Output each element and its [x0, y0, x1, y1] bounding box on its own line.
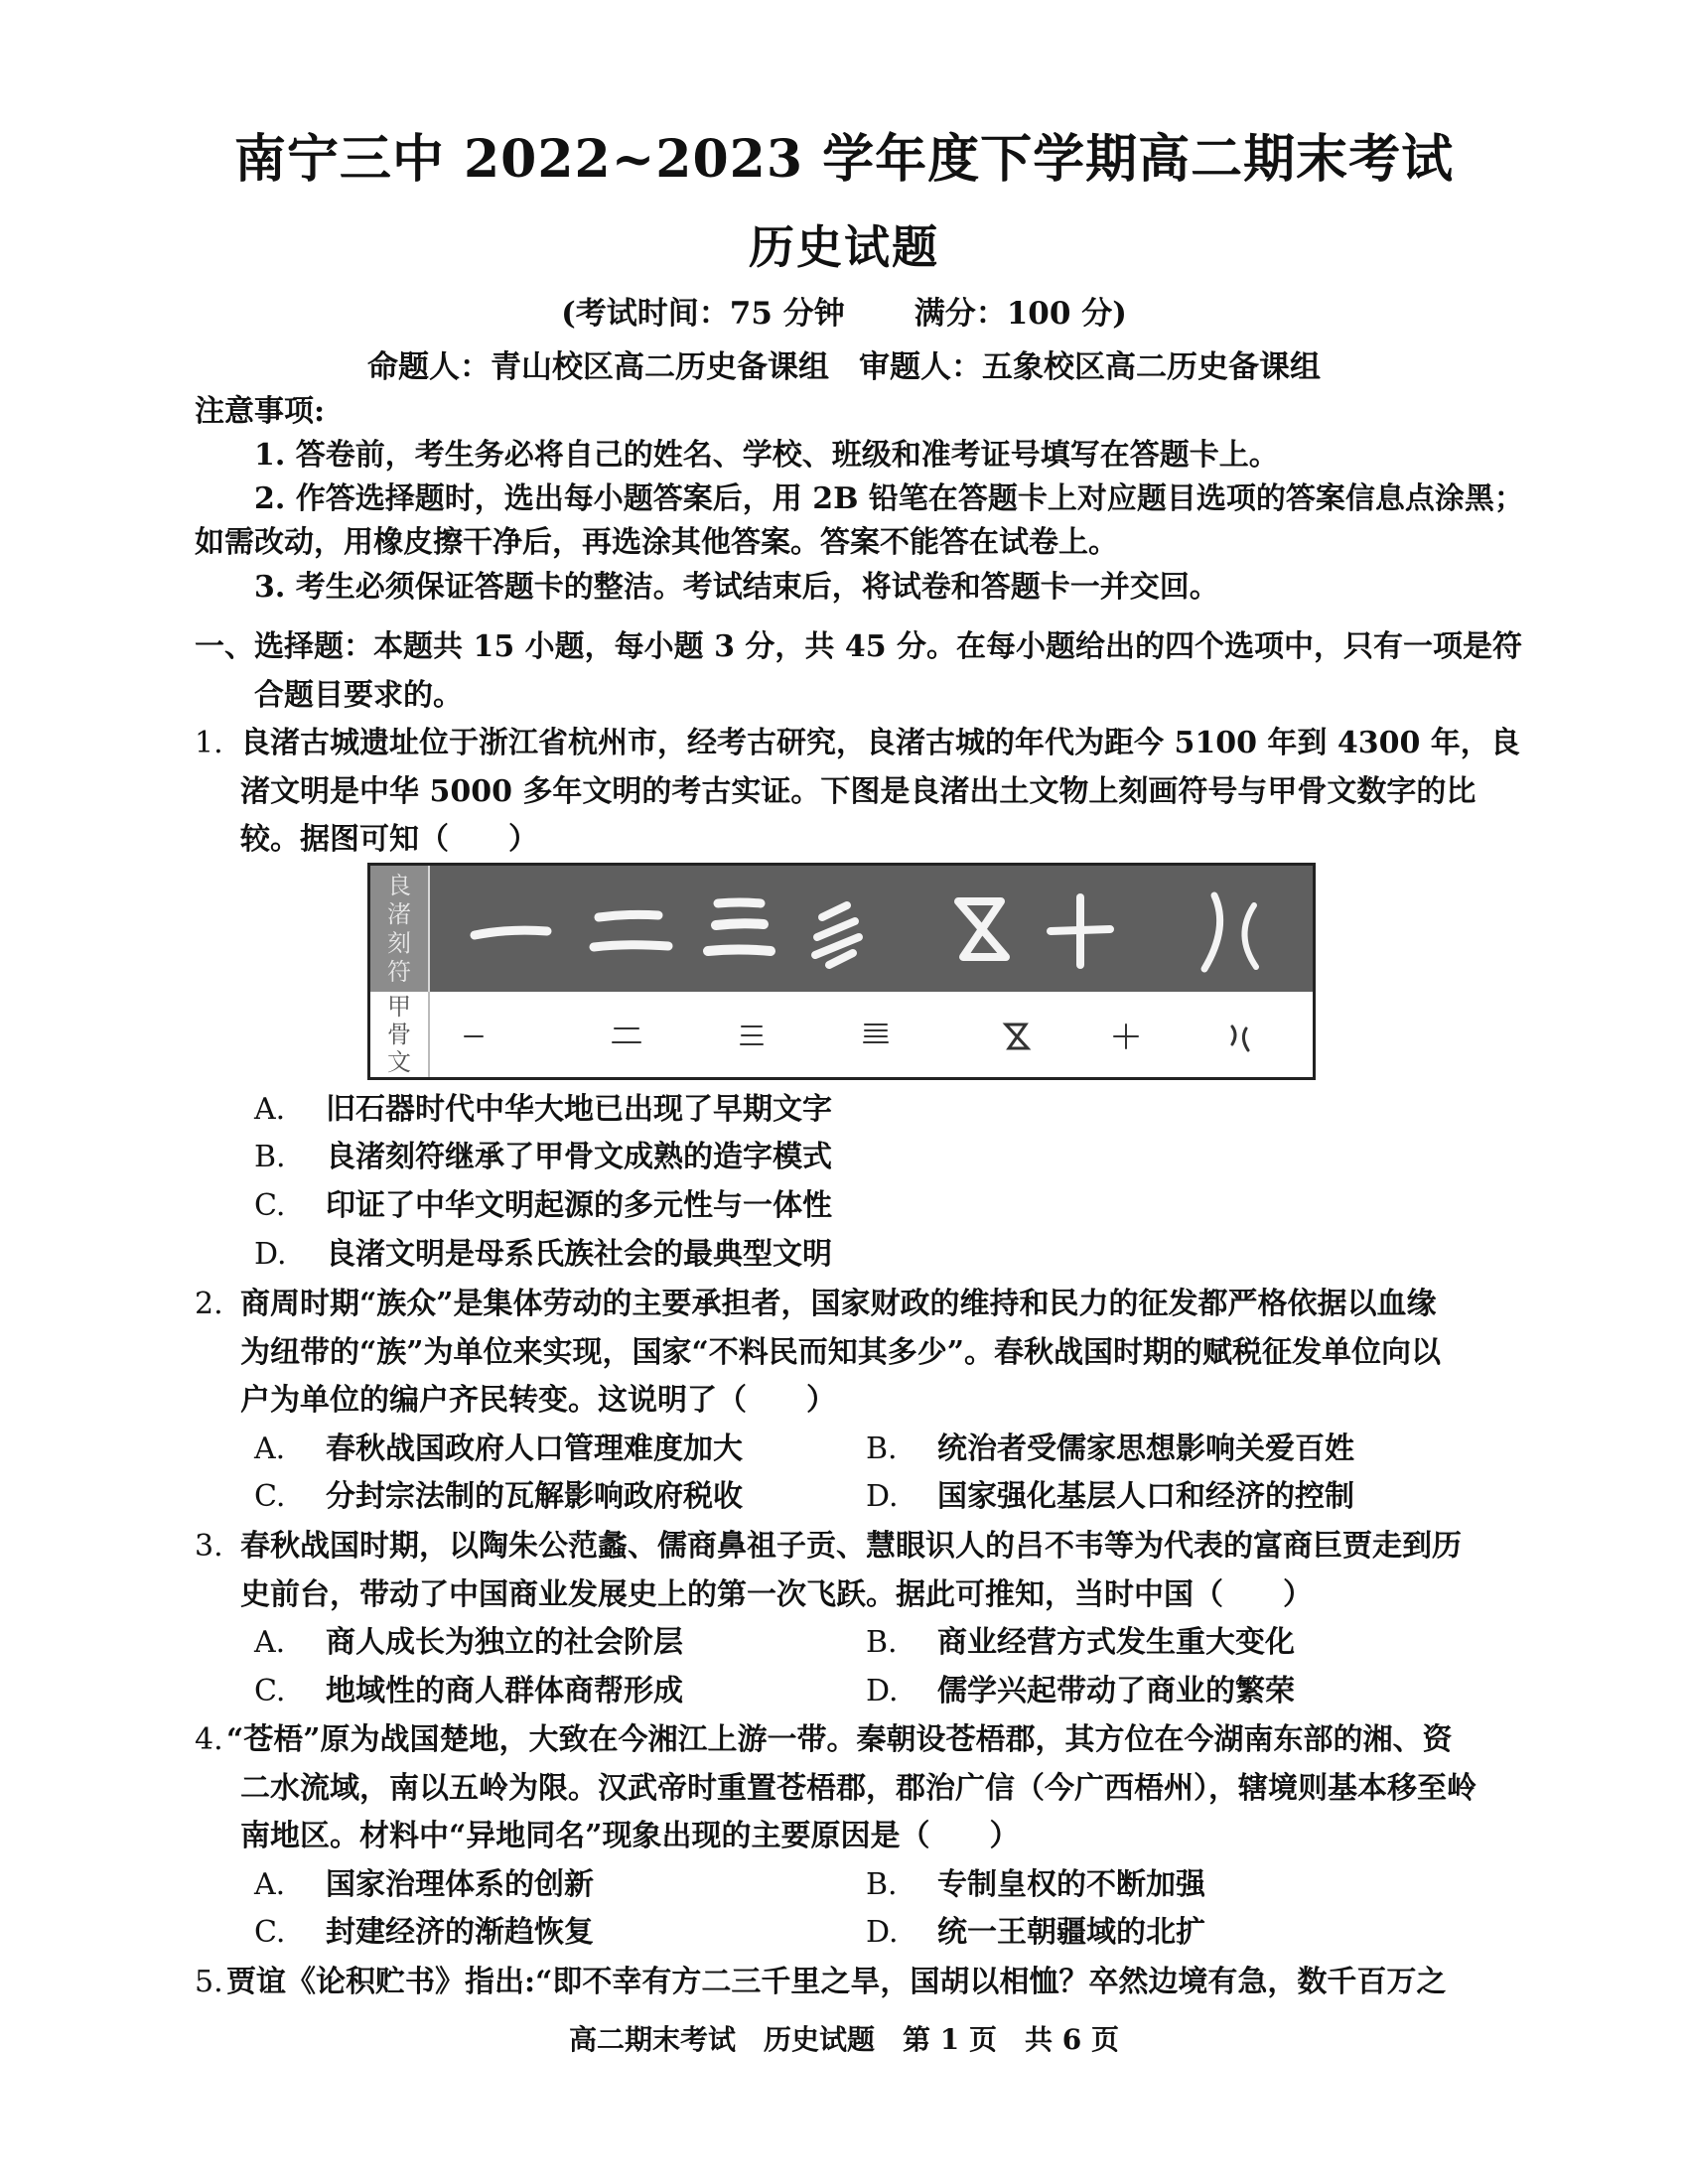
option-d[interactable]: D. 儒学兴起带动了商业的繁荣	[866, 1674, 1295, 1708]
option-a[interactable]: A. 旧石器时代中华大地已出现了早期文字	[254, 1092, 832, 1127]
note-item: 2. 作答选择题时，选出每小题答案后，用 2B 铅笔在答题卡上对应题目选项的答案信息点涂黑；	[254, 481, 1524, 516]
liangzhu-symbol-three	[708, 902, 771, 951]
question-text: 较。据图可知（ ）	[240, 822, 538, 857]
question-number: 3.	[195, 1529, 223, 1564]
question-number: 1.	[195, 726, 223, 760]
oracle-symbol-three	[741, 1026, 763, 1044]
option-b[interactable]: B. 专制皇权的不断加强	[866, 1867, 1205, 1902]
note-item: 如需改动，用橡皮擦干净后，再选涂其他答案。答案不能答在试卷上。	[195, 525, 1118, 560]
page-title: 南宁三中 2022~2023 学年度下学期高二期末考试	[233, 129, 1455, 190]
note-item: 1. 答卷前，考生务必将自己的姓名、学校、班级和准考证号填写在答题卡上。	[254, 438, 1279, 473]
question-text: 良渚古城遗址位于浙江省杭州市，经考古研究，良渚古城的年代为距今 5100 年到 4300 年，良	[240, 726, 1520, 760]
page-footer: 高二期末考试 历史试题 第 1 页 共 6 页	[569, 2023, 1119, 2056]
question-number: 4.	[195, 1722, 223, 1757]
option-d[interactable]: D. 统一王朝疆域的北扩	[866, 1915, 1205, 1950]
full-score: 满分：100 分)	[914, 296, 1127, 332]
liangzhu-symbol-two	[594, 914, 668, 947]
label-char: 骨	[387, 1021, 411, 1048]
option-b[interactable]: B. 商业经营方式发生重大变化	[866, 1625, 1295, 1660]
label-char: 甲	[387, 993, 411, 1021]
label-char: 刻	[387, 929, 411, 957]
question-text: 贾谊《论积贮书》指出:“即不幸有方二三千里之旱，国胡以相恤？卒然边境有急，数千百万之	[226, 1965, 1447, 1999]
option-a[interactable]: A. 春秋战国政府人口管理难度加大	[254, 1432, 743, 1466]
oracle-symbol-seven	[1232, 1026, 1248, 1050]
option-a[interactable]: A. 国家治理体系的创新	[254, 1867, 594, 1902]
option-c[interactable]: C. 分封宗法制的瓦解影响政府税收	[254, 1479, 743, 1514]
option-d[interactable]: D. 良渚文明是母系氏族社会的最典型文明	[254, 1237, 832, 1272]
oracle-symbol-four	[864, 1024, 888, 1042]
symbol-marks	[370, 866, 1313, 1077]
oracle-symbol-two	[613, 1028, 640, 1042]
question-text: 史前台，带动了中国商业发展史上的第一次飞跃。据此可推知，当时中国（ ）	[240, 1577, 1313, 1612]
section-heading: 一、选择题：本题共 15 小题，每小题 3 分，共 45 分。在每小题给出的四个选项中，只有一项是符	[195, 629, 1523, 664]
question-text: “苍梧”原为战国楚地，大致在今湘江上游一带。秦朝设苍梧郡，其方位在今湖南东部的湘、资	[226, 1722, 1453, 1757]
option-c[interactable]: C. 地域性的商人群体商帮形成	[254, 1674, 683, 1708]
label-char: 文	[387, 1048, 411, 1076]
option-a[interactable]: A. 商人成长为独立的社会阶层	[254, 1625, 683, 1660]
label-char: 渚	[387, 900, 411, 928]
question-text: 春秋战国时期，以陶朱公范蠡、儒商鼻祖子贡、慧眼识人的吕不韦等为代表的富商巨贾走到历	[240, 1529, 1462, 1564]
label-char: 符	[387, 958, 411, 986]
page-subtitle: 历史试题	[749, 220, 939, 274]
oracle-symbol-six	[1114, 1024, 1138, 1048]
question-number: 5.	[195, 1965, 223, 1999]
question-text: 南地区。材料中“异地同名”现象出现的主要原因是（ ）	[240, 1819, 1020, 1853]
option-c[interactable]: C. 印证了中华文明起源的多元性与一体性	[254, 1188, 832, 1223]
setter: 命题人：青山校区高二历史备课组	[367, 349, 829, 385]
option-d[interactable]: D. 国家强化基层人口和经济的控制	[866, 1479, 1354, 1514]
question-text: 为纽带的“族”为单位来实现，国家“不料民而知其多少”。春秋战国时期的赋税征发单位向以	[240, 1335, 1442, 1370]
section-heading-cont: 合题目要求的。	[254, 678, 463, 713]
liangzhu-symbol-six	[1051, 897, 1110, 965]
question-text: 商周时期“族众”是集体劳动的主要承担者，国家财政的维持和民力的征发都严格依据以血缘	[240, 1287, 1437, 1321]
note-item: 3. 考生必须保证答题卡的整洁。考试结束后，将试卷和答题卡一并交回。	[254, 570, 1219, 605]
liangzhu-symbols	[475, 895, 1256, 969]
option-b[interactable]: B. 统治者受儒家思想影响关爱百姓	[866, 1432, 1354, 1466]
question-text: 渚文明是中华 5000 多年文明的考古实证。下图是良渚出土文物上刻画符号与甲骨文数字的比	[240, 774, 1477, 809]
liangzhu-symbol-seven	[1204, 895, 1256, 969]
oracle-symbols	[465, 1024, 1248, 1050]
liangzhu-symbol-four	[815, 905, 859, 965]
option-b[interactable]: B. 良渚刻符继承了甲骨文成熟的造字模式	[254, 1140, 832, 1174]
exam-info	[0, 288, 1688, 333]
oracle-symbol-five	[1006, 1024, 1028, 1048]
symbol-comparison-figure	[367, 863, 1316, 1080]
question-text: 二水流域，南以五岭为限。汉武帝时重置苍梧郡，郡治广信（今广西梧州），辖境则基本移至岭	[240, 1771, 1477, 1806]
authors-line	[0, 341, 1688, 386]
reviewer: 审题人：五象校区高二历史备课组	[859, 349, 1321, 385]
liangzhu-symbol-one	[475, 930, 547, 935]
label-char: 良	[387, 872, 411, 899]
liangzhu-symbol-five	[958, 901, 1006, 957]
exam-time: (考试时间：75 分钟	[561, 296, 845, 332]
question-number: 2.	[195, 1287, 223, 1321]
question-text: 户为单位的编户齐民转变。这说明了（ ）	[240, 1383, 836, 1418]
option-c[interactable]: C. 封建经济的渐趋恢复	[254, 1915, 594, 1950]
notes-heading: 注意事项:	[195, 394, 326, 429]
